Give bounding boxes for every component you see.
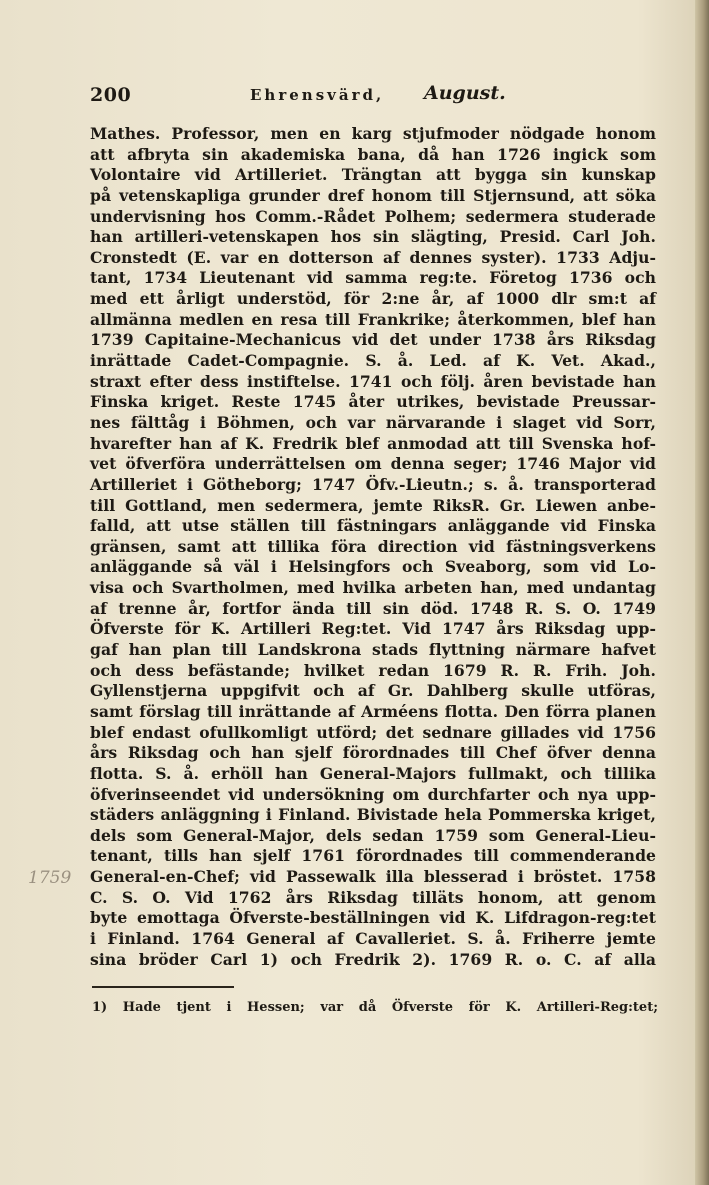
text-line: inrättade Cadet-Compagnie. S. å. Led. af K. Vet. Akad., <box>90 351 656 371</box>
body-text <box>90 124 656 970</box>
text-line: Mathes. Professor, men en karg stjufmoder nödgade honom <box>90 124 656 143</box>
text-line: nes fälttåg i Böhmen, och var närvarande i slaget vid Sorr, <box>90 412 656 432</box>
text-line: han artilleri-vetenskapen hos sin slägting, Presid. Carl Joh. <box>90 227 656 247</box>
text-line: tenant, tills han sjelf 1761 förordnades till commenderande <box>90 846 656 866</box>
page-number: 200 <box>90 84 132 106</box>
running-header <box>90 84 610 114</box>
text-line: Artilleriet i Götheborg; 1747 Öfv.-Lieutn.; s. å. transporterad <box>90 474 656 494</box>
text-line: städers anläggning i Finland. Bivistade hela Pommerska kriget, <box>90 805 656 825</box>
text-line: dels som General-Major, dels sedan 1759 som General-Lieu- <box>90 825 656 845</box>
text-line: undervisning hos Comm.-Rådet Polhem; sedermera studerade <box>90 206 656 226</box>
text-line: tant, 1734 Lieutenant vid samma reg:te. Företog 1736 och <box>90 268 656 288</box>
text-line: gaf han plan till Landskrona stads flyttning närmare hafvet <box>90 640 656 660</box>
text-line: på vetenskapliga grunder dref honom till Stjernsund, att söka <box>90 185 656 205</box>
footnote-rule <box>92 986 234 988</box>
text-line: med ett årligt understöd, för 2:ne år, af 1000 dlr sm:t af <box>90 289 656 309</box>
text-line: af trenne år, fortfor ända till sin död. 1748 R. S. O. 1749 <box>90 598 656 618</box>
text-line: C. S. O. Vid 1762 års Riksdag tilläts honom, att genom <box>90 887 656 907</box>
text-line: gränsen, samt att tillika föra direction vid fästningsverkens <box>90 536 656 556</box>
margin-annotation: 1759 <box>28 868 72 888</box>
text-line: flotta. S. å. erhöll han General-Majors fullmakt, och tillika <box>90 763 656 783</box>
text-line: Cronstedt (E. var en dotterson af dennes syster). 1733 Adju- <box>90 247 656 267</box>
text-line: vet öfverföra underrättelsen om denna seger; 1746 Major vid <box>90 454 656 474</box>
footnote: 1) Hade tjent i Hessen; var då Öfverste för K. Artilleri-Reg:tet; <box>92 1000 658 1015</box>
text-line: anläggande så väl i Helsingfors och Sveaborg, som vid Lo- <box>90 557 656 577</box>
text-line: till Gottland, men sedermera, jemte RiksR. Gr. Liewen anbe- <box>90 495 656 515</box>
text-line: Öfverste för K. Artilleri Reg:tet. Vid 1747 års Riksdag upp- <box>90 619 656 639</box>
text-line: 1739 Capitaine-Mechanicus vid det under 1738 års Riksdag <box>90 330 656 350</box>
running-month: August. <box>424 82 506 104</box>
book-spine-edge <box>695 0 709 1185</box>
text-line: sina bröder Carl 1) och Fredrik 2). 1769 R. o. C. af alla <box>90 949 656 969</box>
text-line: straxt efter dess instiftelse. 1741 och följ. åren bevistade han <box>90 371 656 391</box>
running-title: Ehrensvärd, <box>250 86 385 104</box>
text-line: General-en-Chef; vid Passewalk illa blesserad i bröstet. 1758 <box>90 867 656 887</box>
text-line: års Riksdag och han sjelf förordnades till Chef öfver denna <box>90 743 656 763</box>
text-line: öfverinseendet vid undersökning om durchfarter och nya upp- <box>90 784 656 804</box>
text-line: Finska kriget. Reste 1745 åter utrikes, bevistade Preussar- <box>90 392 656 412</box>
text-line: och dess befästande; hvilket redan 1679 R. R. Frih. Joh. <box>90 660 656 680</box>
text-line: byte emottaga Öfverste-beställningen vid K. Lifdragon-reg:tet <box>90 908 656 928</box>
text-line: samt förslag till inrättande af Arméens flotta. Den förra planen <box>90 701 656 721</box>
text-line: att afbryta sin akademiska bana, då han 1726 ingick som <box>90 144 656 164</box>
text-line: Gyllenstjerna uppgifvit och af Gr. Dahlberg skulle utföras, <box>90 681 656 701</box>
text-line: falld, att utse ställen till fästningars anläggande vid Finska <box>90 516 656 536</box>
text-line: blef endast ofullkomligt utförd; det sednare gillades vid 1756 <box>90 722 656 742</box>
text-line: allmänna medlen en resa till Frankrike; återkommen, blef han <box>90 309 656 329</box>
text-line: Volontaire vid Artilleriet. Trängtan att bygga sin kunskap <box>90 165 656 185</box>
text-line: hvarefter han af K. Fredrik blef anmodad att till Svenska hof- <box>90 433 656 453</box>
text-line: visa och Svartholmen, med hvilka arbeten han, med undantag <box>90 578 656 598</box>
text-line: i Finland. 1764 General af Cavalleriet. S. å. Friherre jemte <box>90 928 656 948</box>
